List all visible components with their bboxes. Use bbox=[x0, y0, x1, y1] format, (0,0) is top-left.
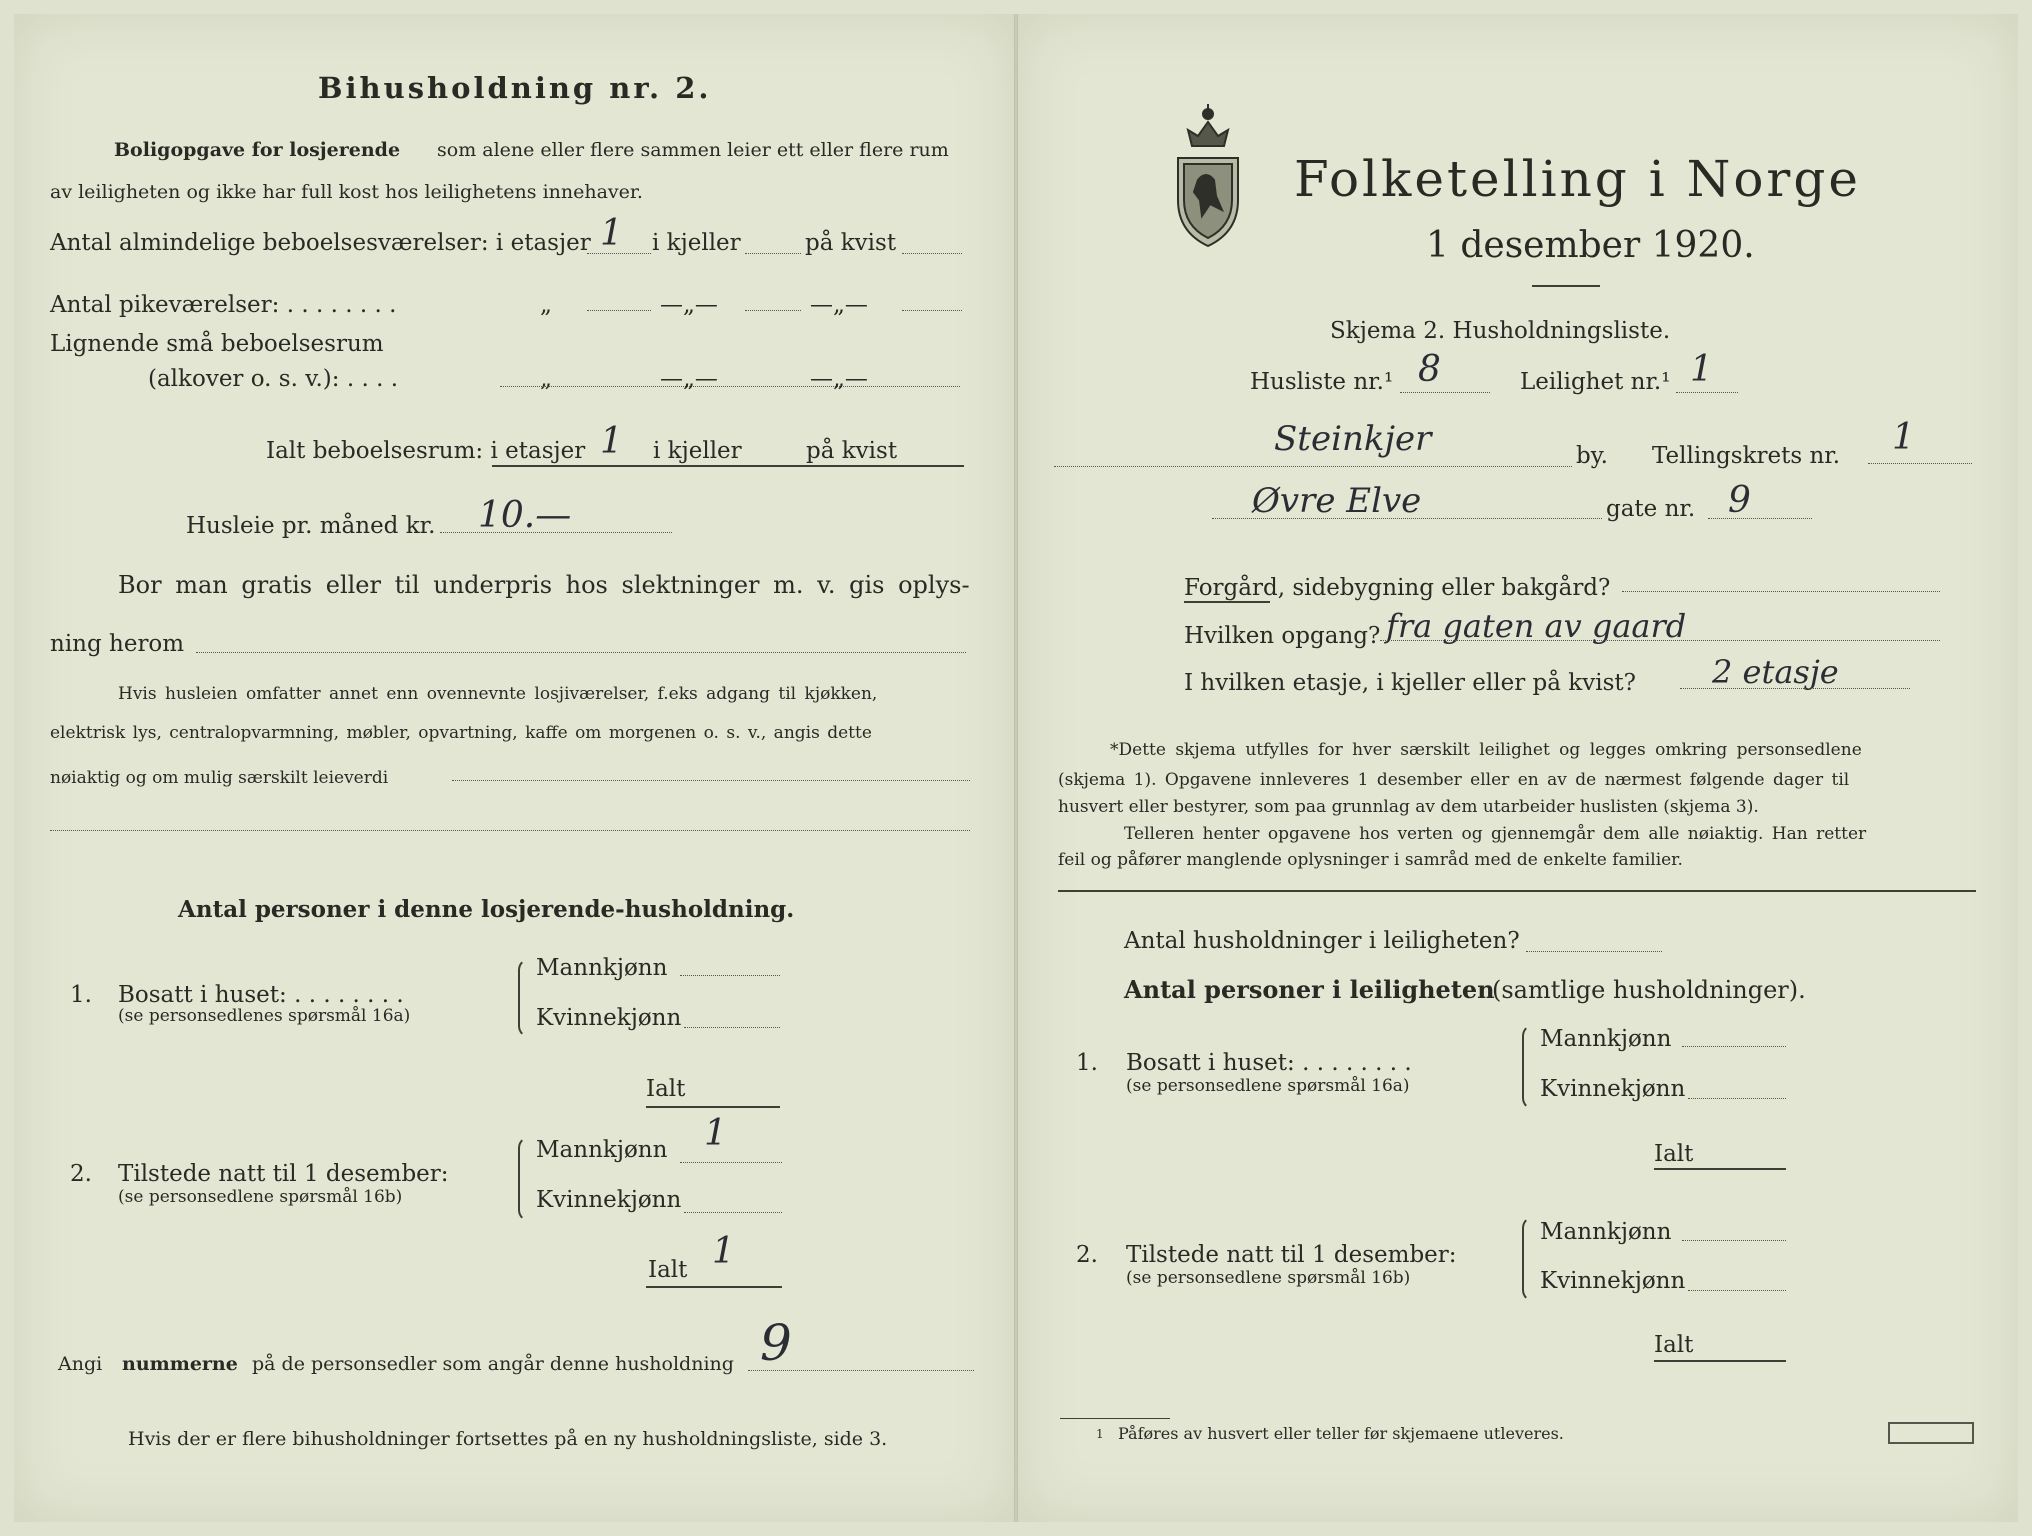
pike-label: Antal pikeværelser: . . . . . . . . bbox=[50, 292, 397, 318]
lign-line bbox=[500, 386, 960, 387]
husleie-value: 10.— bbox=[478, 495, 572, 536]
note-line2: elektrisk lys, centralopvarmning, møbler, opvartning, kaffe om morgenen o. s. v., angis dette bbox=[50, 723, 872, 743]
alm-label: Antal almindelige beboelsesværelser: i etasjer bbox=[50, 230, 591, 256]
etasje-value: 2 etasje bbox=[1712, 653, 1839, 691]
gate-label: gate nr. bbox=[1606, 496, 1696, 522]
footnote-num: 1 bbox=[1096, 1427, 1104, 1441]
left-q1-ialt-line bbox=[646, 1106, 780, 1108]
inst-line1: *Dette skjema utfylles for hver særskilt leilighet og legges omkring personsedlene bbox=[1110, 740, 1862, 760]
angi-value: 9 bbox=[760, 1314, 792, 1372]
lign-line2: (alkover o. s. v.): . . . . bbox=[148, 366, 399, 392]
title-rule bbox=[1532, 285, 1600, 287]
forgard-underline bbox=[1184, 601, 1270, 603]
inst-line5: feil og påfører manglende oplysninger i samråd med de enkelte familier. bbox=[1058, 850, 1683, 870]
by-line bbox=[1054, 466, 1572, 467]
left-q1-sub: (se personsedlenes spørsmål 16a) bbox=[118, 1006, 411, 1026]
left-q2-kvinne: Kvinnekjønn bbox=[536, 1187, 682, 1213]
alm-kvist-line bbox=[902, 253, 962, 254]
printer-stamp bbox=[1888, 1422, 1974, 1444]
lign-ditto-3: —„— bbox=[810, 366, 868, 392]
leilighet-label: Leilighet nr.¹ bbox=[1520, 369, 1671, 395]
note-line3: nøiaktig og om mulig særskilt leieverdi bbox=[50, 768, 389, 788]
alm-kvist-label: på kvist bbox=[805, 230, 897, 256]
husleie-label: Husleie pr. måned kr. bbox=[186, 513, 436, 539]
angi-bold: nummerne bbox=[122, 1353, 238, 1375]
left-q2-num: 2. bbox=[70, 1161, 92, 1187]
left-q1-num: 1. bbox=[70, 982, 92, 1008]
right-q1-mann-line bbox=[1682, 1046, 1786, 1047]
right-q2-kvinne: Kvinnekjønn bbox=[1540, 1268, 1686, 1294]
right-q1-kvinne-line bbox=[1688, 1098, 1786, 1099]
footnote-text: Påføres av husvert eller teller før skjemaene utleveres. bbox=[1118, 1424, 1564, 1443]
husliste-line bbox=[1400, 392, 1490, 393]
left-q1-brace bbox=[518, 958, 530, 1038]
gate-nr-line bbox=[1708, 518, 1812, 519]
right-q1-label: Bosatt i huset: . . . . . . . . bbox=[1126, 1050, 1412, 1076]
krets-value: 1 bbox=[1892, 417, 1915, 458]
intro-rest: som alene eller flere sammen leier ett eller flere rum bbox=[437, 139, 949, 161]
gate-value: Øvre Elve bbox=[1252, 481, 1422, 521]
antal-hush-label: Antal husholdninger i leiligheten? bbox=[1124, 928, 1520, 954]
by-label: by. bbox=[1576, 443, 1608, 469]
note-line-a bbox=[452, 780, 970, 781]
right-q2-num: 2. bbox=[1076, 1242, 1098, 1268]
left-q2-ialt-line bbox=[646, 1286, 782, 1288]
ialt-rum-value: 1 bbox=[600, 421, 623, 462]
right-q1-kvinne: Kvinnekjønn bbox=[1540, 1076, 1686, 1102]
inst-line4: Telleren henter opgavene hos verten og gjennemgår dem alle nøiaktig. Han retter bbox=[1124, 824, 1867, 844]
inst-line3: husvert eller bestyrer, som paa grunnlag av dem utarbeider huslisten (skjema 3). bbox=[1058, 797, 1759, 817]
right-q1-ialt-line bbox=[1654, 1168, 1786, 1170]
ialt-kvist-label: på kvist bbox=[806, 438, 898, 464]
intro-bold: Boligopgave for losjerende bbox=[114, 139, 401, 161]
pike-line-1 bbox=[587, 310, 651, 311]
left-q1-ialt: Ialt bbox=[646, 1076, 686, 1102]
note-line1: Hvis husleien omfatter annet enn ovennevnte losjiværelser, f.eks adgang til kjøkken, bbox=[118, 684, 878, 704]
right-q1-mann: Mannkjønn bbox=[1540, 1026, 1672, 1052]
left-q1-mann-line bbox=[680, 975, 780, 976]
alm-kjeller-line bbox=[745, 253, 801, 254]
norway-coat-of-arms-icon bbox=[1170, 100, 1246, 250]
gratis-line1: Bor man gratis eller til underpris hos slektninger m. v. gis oplys- bbox=[118, 571, 970, 599]
pike-ditto-2: —„— bbox=[660, 292, 718, 318]
pike-line-3 bbox=[902, 310, 962, 311]
right-q2-mann-line bbox=[1682, 1240, 1786, 1241]
right-q2-ialt: Ialt bbox=[1654, 1332, 1694, 1358]
left-q1-mann: Mannkjønn bbox=[536, 955, 668, 981]
gate-line bbox=[1212, 518, 1602, 519]
left-q2-label: Tilstede natt til 1 desember: bbox=[118, 1161, 449, 1187]
lign-ditto-1: „ bbox=[540, 366, 552, 392]
right-persons-bold: Antal personer i leiligheten bbox=[1124, 975, 1495, 1004]
left-q1-kvinne: Kvinnekjønn bbox=[536, 1005, 682, 1031]
forgard-line bbox=[1622, 591, 1940, 592]
right-q2-label: Tilstede natt til 1 desember: bbox=[1126, 1242, 1457, 1268]
opgang-label: Hvilken opgang? bbox=[1184, 623, 1381, 649]
right-title: Folketelling i Norge bbox=[1294, 150, 1861, 208]
left-q2-sub: (se personsedlene spørsmål 16b) bbox=[118, 1187, 403, 1207]
right-q2-mann: Mannkjønn bbox=[1540, 1219, 1672, 1245]
alm-etasjer-value: 1 bbox=[600, 213, 623, 254]
right-q1-sub: (se personsedlene spørsmål 16a) bbox=[1126, 1076, 1410, 1096]
left-persons-heading: Antal personer i denne losjerende-husholdning. bbox=[178, 896, 795, 923]
right-q2-ialt-line bbox=[1654, 1360, 1786, 1362]
skjema-label: Skjema 2. Husholdningsliste. bbox=[1330, 318, 1671, 344]
leilighet-value: 1 bbox=[1690, 349, 1713, 390]
inst-rule bbox=[1058, 890, 1976, 892]
left-q1-label: Bosatt i huset: . . . . . . . . bbox=[118, 982, 404, 1008]
left-title: Bihusholdning nr. 2. bbox=[318, 71, 712, 105]
husleie-line bbox=[440, 532, 672, 533]
right-persons-rest: (samtlige husholdninger). bbox=[1492, 976, 1806, 1004]
intro-line2: av leiligheten og ikke har full kost hos leilighetens innehaver. bbox=[50, 181, 643, 203]
page-fold bbox=[1014, 14, 1018, 1522]
lign-line1: Lignende små beboelsesrum bbox=[50, 331, 384, 357]
right-q1-num: 1. bbox=[1076, 1050, 1098, 1076]
gate-nr-value: 9 bbox=[1728, 480, 1751, 521]
inst-line2: (skjema 1). Opgavene innleveres 1 desember eller en av de nærmest følgende dager til bbox=[1058, 770, 1850, 790]
ialt-rum-label: Ialt beboelsesrum: i etasjer bbox=[266, 438, 586, 464]
husliste-label: Husliste nr.¹ bbox=[1250, 369, 1394, 395]
leilighet-line bbox=[1676, 392, 1738, 393]
right-q2-kvinne-line bbox=[1688, 1290, 1786, 1291]
krets-line bbox=[1868, 463, 1972, 464]
left-q1-kvinne-line bbox=[684, 1027, 780, 1028]
left-q2-mann: Mannkjønn bbox=[536, 1137, 668, 1163]
opgang-value: fra gaten av gaard bbox=[1386, 607, 1687, 645]
alm-kjeller-label: i kjeller bbox=[652, 230, 741, 256]
left-q2-ialt-value: 1 bbox=[712, 1231, 735, 1272]
etasje-label: I hvilken etasje, i kjeller eller på kvist? bbox=[1184, 670, 1636, 696]
pike-line-2 bbox=[745, 310, 801, 311]
left-q2-mann-value: 1 bbox=[704, 1113, 727, 1154]
gratis-line bbox=[196, 652, 966, 653]
left-q2-brace bbox=[518, 1136, 530, 1222]
etasje-line bbox=[1680, 688, 1910, 689]
left-q2-kvinne-line bbox=[684, 1212, 782, 1213]
ialt-rum-line bbox=[492, 465, 964, 467]
right-q1-brace bbox=[1522, 1024, 1534, 1110]
right-q1-ialt: Ialt bbox=[1654, 1141, 1694, 1167]
angi-prefix: Angi bbox=[58, 1353, 103, 1375]
by-value: Steinkjer bbox=[1274, 419, 1432, 459]
ialt-kjeller-label: i kjeller bbox=[653, 438, 742, 464]
left-q2-mann-line bbox=[680, 1162, 782, 1163]
opgang-line bbox=[1380, 640, 1940, 641]
gratis-line2: ning herom bbox=[50, 631, 185, 657]
left-footer: Hvis der er flere bihusholdninger fortsettes på en ny husholdningsliste, side 3. bbox=[128, 1428, 888, 1450]
krets-label: Tellingskrets nr. bbox=[1652, 443, 1841, 469]
husliste-value: 8 bbox=[1418, 349, 1441, 390]
forgard-label: Forgård, sidebygning eller bakgård? bbox=[1184, 575, 1611, 601]
angi-line bbox=[748, 1370, 974, 1371]
left-q2-ialt: Ialt bbox=[648, 1257, 688, 1283]
right-q2-sub: (se personsedlene spørsmål 16b) bbox=[1126, 1268, 1411, 1288]
angi-rest: på de personsedler som angår denne husholdning bbox=[252, 1353, 734, 1375]
pike-ditto-3: —„— bbox=[810, 292, 868, 318]
antal-hush-line bbox=[1526, 951, 1662, 952]
footnote-rule bbox=[1060, 1418, 1170, 1419]
right-date: 1 desember 1920. bbox=[1426, 225, 1755, 266]
pike-ditto-1: „ bbox=[540, 292, 552, 318]
note-line-b bbox=[50, 830, 970, 831]
lign-ditto-2: —„— bbox=[660, 366, 718, 392]
right-q2-brace bbox=[1522, 1216, 1534, 1302]
